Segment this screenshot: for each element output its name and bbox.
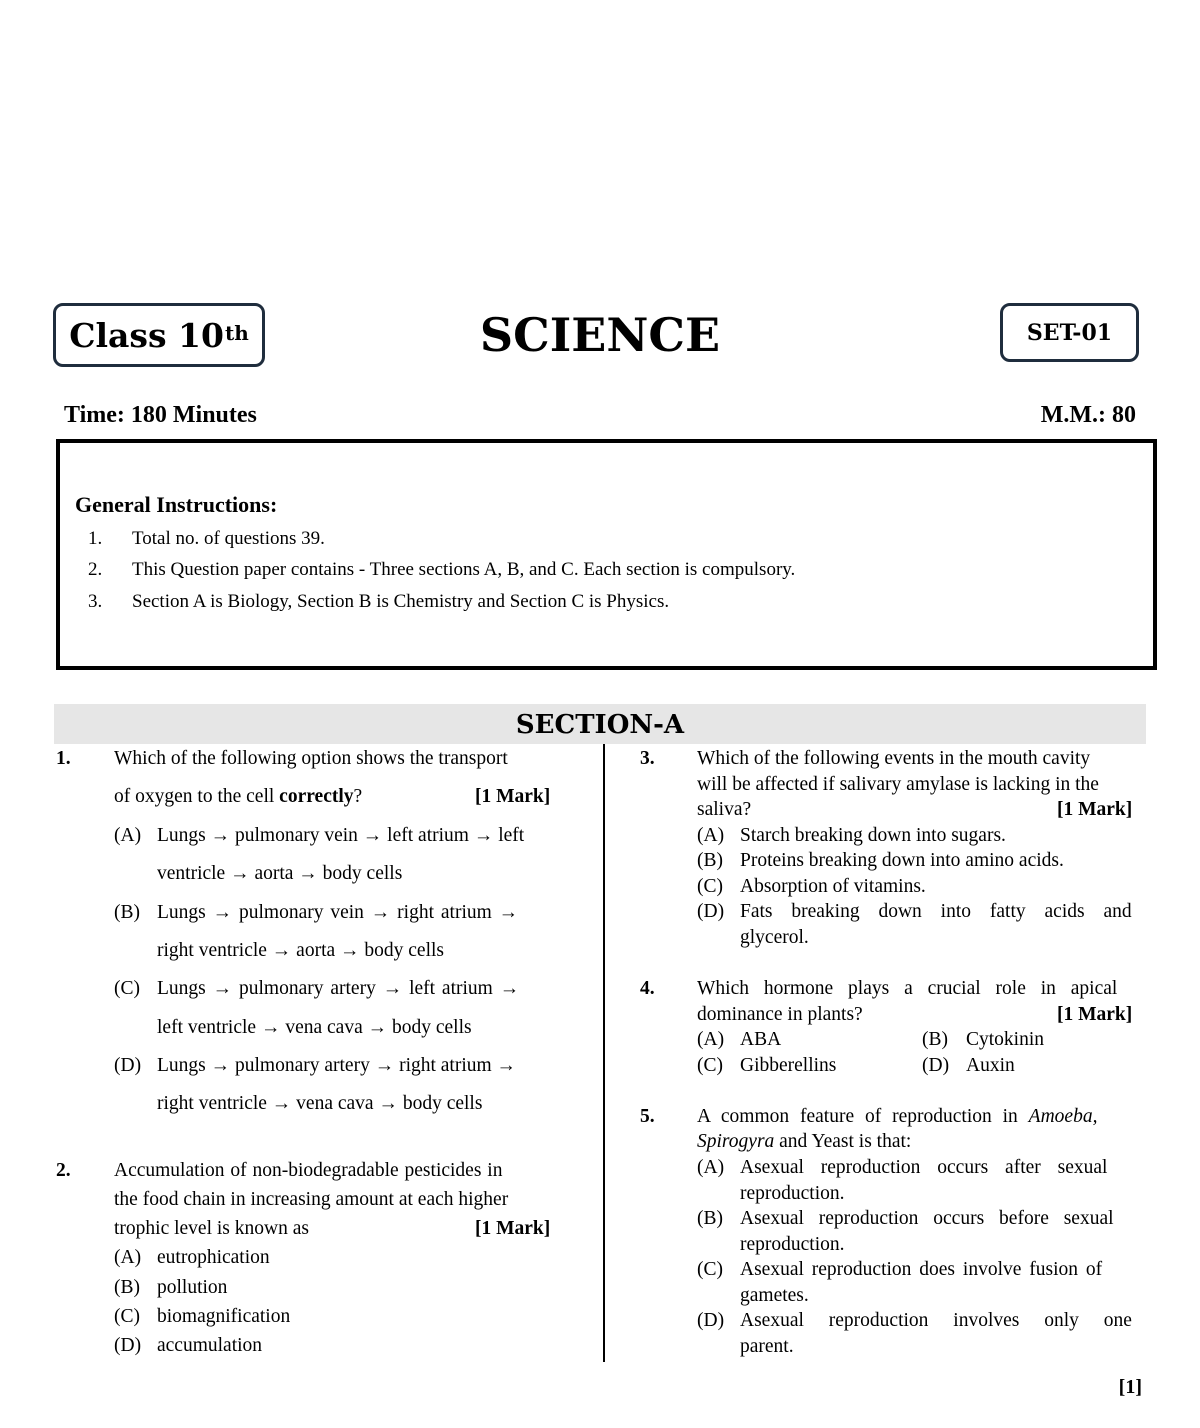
option-text: gametes. xyxy=(740,1285,809,1306)
option-label: (B) xyxy=(114,1277,140,1298)
question-text: Which hormone plays a crucial role in apical xyxy=(697,978,1118,999)
max-marks-label: M.M.: 80 xyxy=(1040,402,1136,428)
option-text: right ventricle → vena cava → body cells xyxy=(157,1093,483,1114)
question-emphasis: correctly xyxy=(279,786,354,807)
question-italic: Spirogyra xyxy=(697,1131,775,1152)
option-text: Fats breaking down into fatty acids and xyxy=(740,901,1132,922)
instruction-text: Total no. of questions 39. xyxy=(132,528,325,549)
option-label: (D) xyxy=(697,901,725,922)
section-heading: SECTION-A xyxy=(54,704,1146,744)
option-label: (A) xyxy=(697,1157,725,1178)
option-text: reproduction. xyxy=(740,1183,845,1204)
option-label: (B) xyxy=(697,850,723,871)
set-label: SET-01 xyxy=(1026,319,1113,346)
option-text: Lungs → pulmonary artery → left atrium → xyxy=(157,978,520,999)
option-text: Asexual reproduction occurs before sexual xyxy=(740,1208,1114,1229)
class-label: Class 10 xyxy=(69,315,224,355)
option-text: Auxin xyxy=(966,1055,1015,1076)
option-text: Lungs → pulmonary vein → left atrium → left xyxy=(157,825,525,846)
option-text: Lungs → pulmonary vein → right atrium → xyxy=(157,902,519,923)
instruction-number: 1. xyxy=(88,528,103,549)
mark-label: [1 Mark] xyxy=(475,786,551,807)
option-label: (C) xyxy=(114,978,140,999)
option-label: (D) xyxy=(922,1055,950,1076)
option-text: right ventricle → aorta → body cells xyxy=(157,940,444,961)
question-number: 4. xyxy=(640,978,655,999)
question-number: 3. xyxy=(640,748,655,769)
mark-label: [1 Mark] xyxy=(1057,799,1133,820)
option-label: (A) xyxy=(114,825,142,846)
option-text: Lungs → pulmonary artery → right atrium → xyxy=(157,1055,517,1076)
page-title: SCIENCE xyxy=(479,308,721,362)
instructions-title: General Instructions: xyxy=(75,492,278,517)
question-text: trophic level is known as xyxy=(114,1218,309,1239)
question-text: Which of the following events in the mouth cavity xyxy=(697,748,1091,769)
instruction-number: 3. xyxy=(88,591,103,612)
option-text: eutrophication xyxy=(157,1247,270,1268)
question-text-part: ? xyxy=(353,786,363,807)
option-label: (A) xyxy=(697,1029,725,1050)
option-label: (A) xyxy=(114,1247,142,1268)
instructions-box xyxy=(56,439,1157,670)
question-number: 2. xyxy=(56,1160,71,1181)
question-text xyxy=(114,786,362,808)
option-text: Proteins breaking down into amino acids. xyxy=(740,850,1064,871)
question-text: dominance in plants? xyxy=(697,1004,863,1025)
option-label: (D) xyxy=(114,1335,142,1356)
option-text: Asexual reproduction occurs after sexual xyxy=(740,1157,1108,1178)
option-text: ventricle → aorta → body cells xyxy=(157,863,403,884)
option-text: Asexual reproduction does involve fusion of xyxy=(740,1259,1103,1280)
option-label: (D) xyxy=(114,1055,142,1076)
option-text: left ventricle → vena cava → body cells xyxy=(157,1017,472,1038)
option-text: parent. xyxy=(740,1336,794,1357)
question-text xyxy=(697,1131,911,1153)
class-label-sup: th xyxy=(224,321,249,345)
option-text: Asexual reproduction involves only one xyxy=(740,1310,1132,1331)
question-text: Accumulation of non-biodegradable pesticides in xyxy=(114,1160,503,1181)
option-text: ABA xyxy=(740,1029,782,1050)
instruction-text: This Question paper contains - Three sections A, B, and C. Each section is compulsory. xyxy=(132,559,796,580)
option-text: reproduction. xyxy=(740,1234,845,1255)
option-text: Absorption of vitamins. xyxy=(740,876,926,897)
question-text-part: of oxygen to the cell xyxy=(114,786,280,807)
question-text-part: and Yeast is that: xyxy=(774,1131,912,1152)
option-text: biomagnification xyxy=(157,1306,291,1327)
set-label-box xyxy=(1000,303,1139,362)
time-label: Time: 180 Minutes xyxy=(64,402,257,428)
question-text xyxy=(697,1106,1097,1128)
mark-label: [1 Mark] xyxy=(475,1218,551,1239)
option-label: (C) xyxy=(114,1306,140,1327)
mark-label: [1 Mark] xyxy=(1057,1004,1133,1025)
option-text: Starch breaking down into sugars. xyxy=(740,825,1006,846)
option-text: accumulation xyxy=(157,1335,263,1356)
question-text: the food chain in increasing amount at each higher xyxy=(114,1189,509,1210)
option-text: Cytokinin xyxy=(966,1029,1045,1050)
question-text: saliva? xyxy=(697,799,752,820)
question-text: will be affected if salivary amylase is lacking in the xyxy=(697,774,1099,795)
option-label: (D) xyxy=(697,1310,725,1331)
question-number: 1. xyxy=(56,748,71,769)
instruction-text: Section A is Biology, Section B is Chemistry and Section C is Physics. xyxy=(132,591,670,612)
option-label: (B) xyxy=(697,1208,723,1229)
question-number: 5. xyxy=(640,1106,655,1127)
instruction-number: 2. xyxy=(88,559,103,580)
page-number: [1] xyxy=(1118,1376,1142,1398)
option-label: (B) xyxy=(114,902,140,923)
question-italic: Amoeba, xyxy=(1028,1106,1098,1127)
option-text: pollution xyxy=(157,1277,228,1298)
option-label: (A) xyxy=(697,825,725,846)
option-text: glycerol. xyxy=(740,927,809,948)
column-divider xyxy=(603,744,605,1362)
option-label: (C) xyxy=(697,1055,723,1076)
question-text-part: A common feature of reproduction in xyxy=(697,1106,1029,1127)
option-label: (C) xyxy=(697,1259,723,1280)
question-text: Which of the following option shows the transport xyxy=(114,748,508,769)
option-text: Gibberellins xyxy=(740,1055,837,1076)
option-label: (C) xyxy=(697,876,723,897)
option-label: (B) xyxy=(922,1029,948,1050)
